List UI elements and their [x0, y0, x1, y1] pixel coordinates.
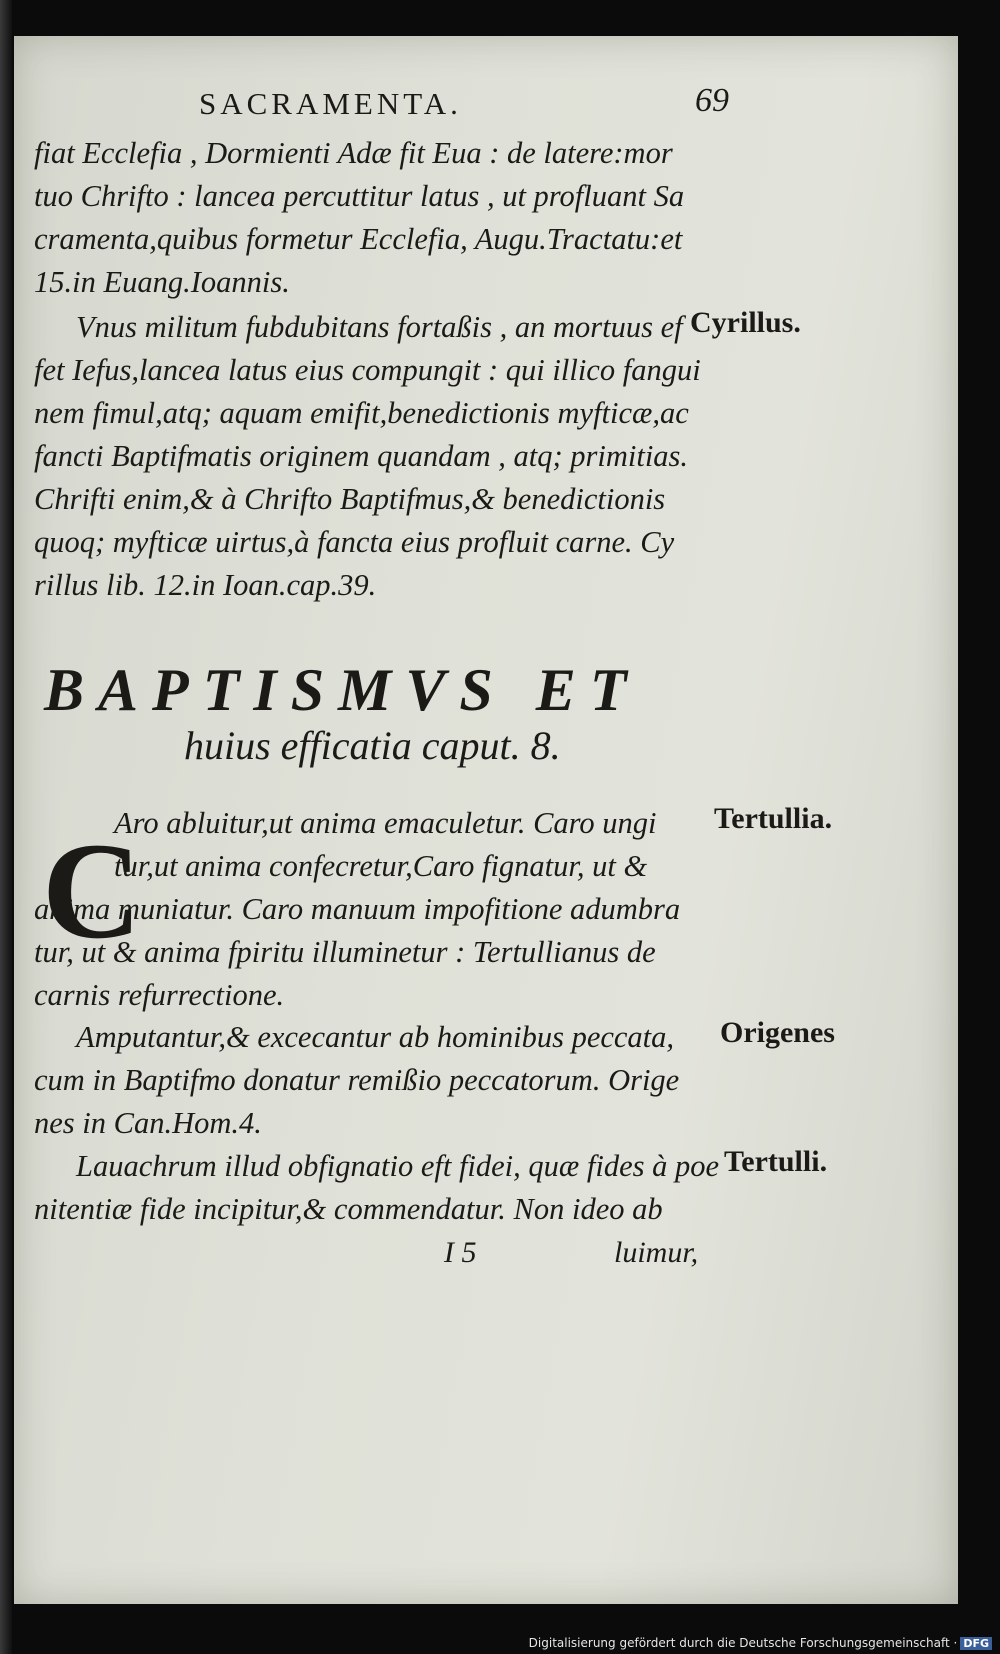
drop-capital: C [42, 814, 142, 967]
text-line: Aro abluitur,ut anima emaculetur. Caro ungi [114, 806, 657, 840]
paragraph-1 [34, 132, 734, 304]
text-line: tuo Chrifto : lancea percuttitur latus , ut profluant Sa [34, 179, 685, 213]
margin-note-tertullianus: Tertullia. [714, 802, 833, 835]
text-line: Lauachrum illud obfignatio eft fidei, quæ fides à poe [76, 1149, 720, 1183]
text-line: nes in Can.Hom.4. [34, 1106, 262, 1140]
book-spine [0, 0, 12, 1654]
text-line: fancti Baptifmatis originem quandam , atq; primitias. [34, 439, 689, 473]
text-line: cramenta,quibus formetur Ecclefia, Augu.Tractatu:et [34, 222, 683, 256]
catchword: luimur, [614, 1236, 699, 1269]
chapter-heading: BAPTISMVS ET [44, 657, 641, 723]
text-line: anima muniatur. Caro manuum impofitione adumbra [34, 892, 681, 926]
chapter-subheading: huius efficatia caput. 8. [184, 723, 561, 768]
text-line: nitentiæ fide incipitur,& commendatur. Non ideo ab [34, 1192, 663, 1226]
dfg-logo-icon: DFG [960, 1637, 992, 1650]
text-line: carnis refurrectione. [34, 978, 285, 1012]
text-line: rillus lib. 12.in Ioan.cap.39. [34, 568, 377, 602]
book-page [14, 36, 958, 1604]
text-line: fiat Ecclefia , Dormienti Adæ fit Eua : de latere:mor [34, 136, 673, 170]
text-line: tur,ut anima confecretur,Caro fignatur, ut & [114, 849, 648, 883]
text-line: 15.in Euang.Ioannis. [34, 265, 290, 299]
signature-mark: I 5 [444, 1236, 477, 1269]
paragraph-5 [34, 1145, 734, 1231]
text-line: nem fimul,atq; aquam emifit,benedictionis myfticæ,ac [34, 396, 689, 430]
text-line: Vnus militum fubdubitans fortaßis , an mortuus ef [76, 310, 683, 344]
text-line: Chrifti enim,& à Chrifto Baptifmus,& benedictionis [34, 482, 666, 516]
credit-text: Digitalisierung gefördert durch die Deutsche Forschungsgemeinschaft · [528, 1636, 958, 1650]
margin-note-tertullianus-2: Tertulli. [724, 1145, 828, 1178]
text-line: cum in Baptifmo donatur remißio peccatorum. Orige [34, 1063, 680, 1097]
text-line: tur, ut & anima fpiritu illuminetur : Tertullianus de [34, 935, 656, 969]
margin-note-cyrillus: Cyrillus. [690, 306, 801, 339]
running-title: SACRAMENTA. [199, 86, 462, 121]
paragraph-3 [34, 802, 734, 1017]
text-line: Amputantur,& excecantur ab hominibus peccata, [76, 1020, 675, 1054]
text-line: fet Iefus,lancea latus eius compungit : qui illico fangui [34, 353, 701, 387]
text-line: quoq; myfticæ uirtus,à fancta eius profluit carne. Cy [34, 525, 675, 559]
margin-note-origenes: Origenes [720, 1016, 835, 1049]
digitization-credit [529, 1636, 992, 1650]
paragraph-4 [34, 1016, 734, 1145]
page-number: 69 [695, 82, 729, 119]
paragraph-2 [34, 306, 734, 607]
